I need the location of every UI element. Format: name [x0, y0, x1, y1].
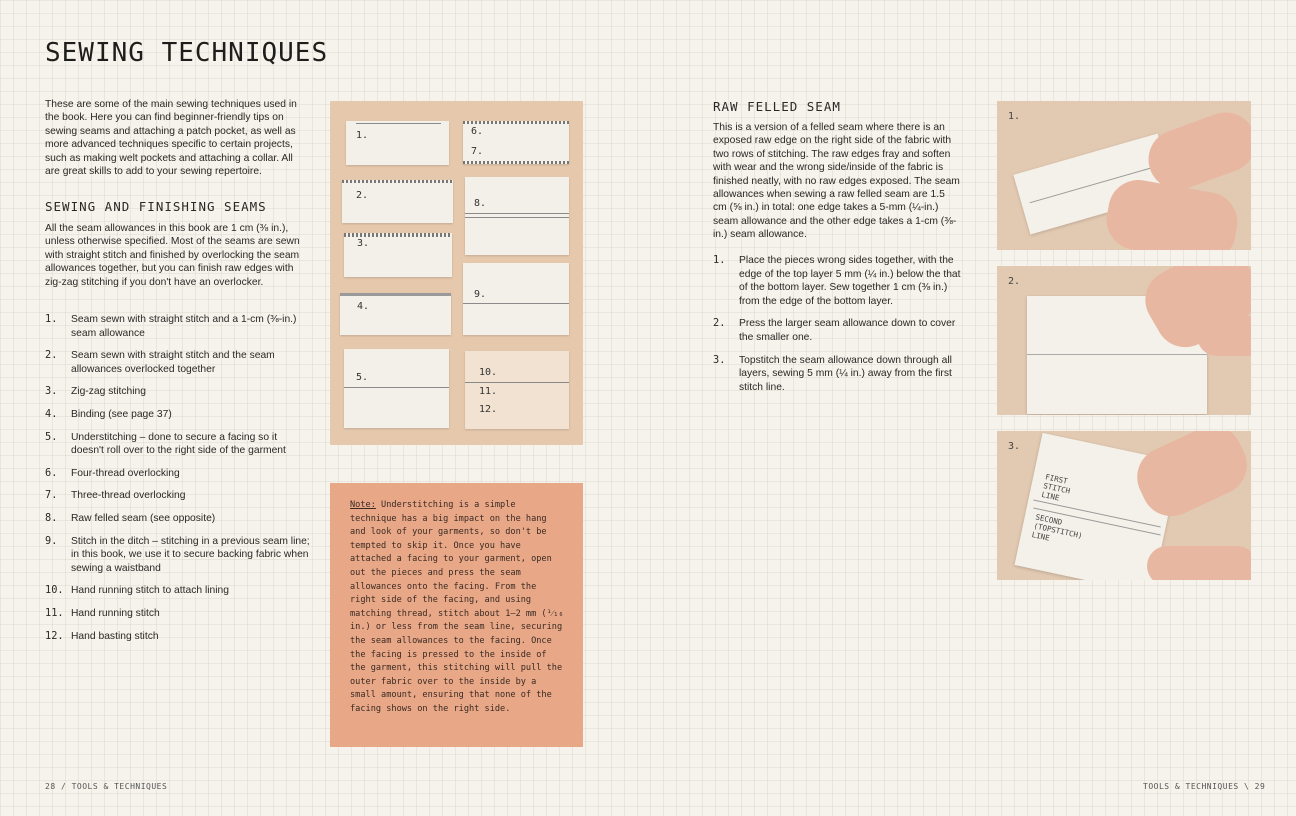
zigzag-edge [344, 233, 452, 237]
step-photo-3 [997, 431, 1251, 580]
list-item-text: Binding (see page 37) [71, 408, 172, 420]
swatch-label: 5. [356, 372, 369, 383]
section-heading: SEWING AND FINISHING SEAMS [45, 199, 267, 214]
list-item-text: Seam sewn with straight stitch and a 1-cm (⅜-in.) seam allowance [71, 314, 297, 339]
list-item [45, 385, 310, 399]
list-item [45, 313, 310, 340]
left-footer: 28 / TOOLS & TECHNIQUES [45, 782, 168, 791]
list-item [45, 408, 310, 422]
list-item-number: 12. [45, 629, 64, 642]
swatch-4 [340, 293, 451, 335]
list-item [45, 584, 310, 598]
seam-samples-photo [330, 101, 583, 445]
intro-paragraph: These are some of the main sewing techniques used in the book. Here you can find beginner-friendly tips on sewing seams and attaching a patch pocket, as well as more advanced techniques specific to certain projects, such as making welt pockets and attaching a collar. All are great skills to add to your sewing repertoire. [45, 99, 297, 178]
swatch-9 [463, 263, 569, 335]
list-item [45, 512, 310, 526]
stitch-line [465, 217, 569, 218]
list-item-text: Raw felled seam (see opposite) [71, 512, 216, 524]
list-item-number: 2. [45, 349, 58, 362]
list-item-number: 3. [45, 385, 58, 398]
swatch-3 [344, 233, 452, 277]
list-item-number: 4. [45, 407, 58, 420]
swatch-label: 4. [357, 301, 370, 312]
list-item-number: 7. [45, 489, 58, 502]
note-label: Note: [350, 500, 376, 510]
swatch-label: 1. [356, 130, 369, 141]
list-item-number: 6. [45, 466, 58, 479]
overlock-edge [463, 161, 569, 164]
swatch-label: 8. [474, 198, 487, 209]
swatch-label: 12. [479, 404, 498, 415]
list-item-number: 8. [45, 511, 58, 524]
swatch-8 [465, 177, 569, 255]
note-text [350, 499, 564, 717]
list-item-text: Stitch in the ditch – stitching in a previous seam line; in this book, we use it to secure backing fabric when sewing a waistband [71, 535, 310, 574]
step-number: 2. [713, 317, 726, 330]
raw-felled-heading: RAW FELLED SEAM [713, 99, 841, 114]
list-item [45, 489, 310, 503]
step-item [713, 317, 963, 344]
step-photo-2 [997, 266, 1251, 415]
list-item [45, 431, 310, 458]
swatch-10-12 [465, 351, 569, 429]
step-text: Topstitch the seam allowance down through all layers, sewing 5 mm (¼ in.) away from the first stitch line. [739, 354, 952, 393]
stitch-line [465, 382, 569, 383]
list-item [45, 349, 310, 376]
binding-edge [340, 293, 451, 296]
list-item-text: Hand running stitch [71, 607, 160, 619]
overlock-edge [342, 180, 453, 183]
swatch-label: 2. [356, 190, 369, 201]
swatch-label: 10. [479, 367, 498, 378]
list-item-text: Hand basting stitch [71, 630, 159, 642]
list-item-number: 9. [45, 534, 58, 547]
stitch-line [463, 303, 569, 304]
stitch-line [344, 387, 449, 388]
list-item [45, 535, 310, 576]
step-photo-label: 3. [1008, 441, 1021, 452]
steps-list [713, 254, 963, 394]
step-item [713, 354, 963, 395]
swatch-6-7 [463, 121, 569, 164]
note-body: Understitching is a simple technique has a big impact on the hang and look of your garments, so don't be tempted to skip it. Once you have attached a facing to your garment, open out the pieces and press the seam allowances onto the facing. From the right side of the facing, and using matching thread, stitch about 1–2 mm (¹⁄₁₆ in.) or less from the seam line, securing the seam allowances to the facing. Once the facing is pressed to the inside of the garment, this stitching will pull the outer fabric over to the inside by a small amount, ensuring that none of the facing shows on the right side. [350, 500, 564, 714]
list-item-text: Hand running stitch to attach lining [71, 585, 229, 597]
overlock-edge [463, 121, 569, 124]
second-stitch-annotation: SECOND (TOPSTITCH) LINE [1030, 512, 1084, 543]
step-photo-1 [997, 101, 1251, 250]
swatch-label: 7. [471, 146, 484, 157]
step-photo-label: 1. [1008, 111, 1021, 122]
list-item [45, 630, 310, 644]
step-number: 1. [713, 254, 726, 266]
first-stitch-annotation: FIRST STITCH LINE [1040, 472, 1071, 503]
technique-list [45, 313, 310, 643]
swatch-label: 3. [357, 238, 370, 249]
right-footer: TOOLS & TECHNIQUES \ 29 [1143, 782, 1266, 791]
understitching-note [330, 483, 583, 747]
list-item-text: Zig-zag stitching [71, 386, 146, 398]
swatch-1 [346, 121, 449, 165]
hand [1102, 175, 1242, 250]
list-item-text: Four-thread overlocking [71, 467, 180, 479]
stitch-line [356, 123, 441, 124]
list-item-text: Seam sewn with straight stitch and the seam allowances overlocked together [71, 350, 275, 375]
step-text: Press the larger seam allowance down to cover the smaller one. [739, 318, 956, 343]
list-item-number: 1. [45, 313, 58, 325]
hand [1197, 316, 1251, 356]
step-text: Place the pieces wrong sides together, with the edge of the top layer 5 mm (¼ in.) below the that of the bottom layer. Sew together 1 cm (⅜ in.) from the edge of the bottom layer. [739, 255, 961, 307]
swatch-5 [344, 349, 449, 428]
list-item-number: 5. [45, 430, 58, 443]
list-item [45, 607, 310, 621]
swatch-label: 6. [471, 126, 484, 137]
list-item-number: 10. [45, 584, 64, 597]
swatch-label: 11. [479, 386, 498, 397]
list-item [45, 467, 310, 481]
list-item-text: Understitching – done to secure a facing so it doesn't roll over to the right side of the garment [71, 431, 286, 457]
stitch-line [465, 213, 569, 214]
list-item-text: Three-thread overlocking [71, 490, 186, 502]
list-item-number: 11. [45, 606, 64, 619]
stitch-line [1027, 354, 1207, 355]
hand [1147, 546, 1251, 580]
step-item [713, 254, 963, 308]
page-title: SEWING TECHNIQUES [45, 38, 329, 68]
step-photo-label: 2. [1008, 276, 1021, 287]
section-paragraph: All the seam allowances in this book are 1 cm (⅜ in.), unless otherwise specified. Most of the seams are sewn with straight stitch and finished by overlocking the seam allowances together, but you can finish raw edges with zig-zag stitching if you don't have an overlocker. [45, 223, 300, 288]
step-number: 3. [713, 353, 726, 366]
swatch-label: 9. [474, 289, 487, 300]
raw-felled-intro: This is a version of a felled seam where there is an exposed raw edge on the right side of the fabric with two rows of stitching. The raw edges fray and soften with wear and the wrong side/inside of the fabric is finished neatly, with no raw edges exposed. The seam allowances when sewing a raw felled seam are 1.5 cm (⅝ in.) in total: one edge takes a 5-mm (¼-in.) seam allowance and the other edge takes a 1-cm (⅜-in.) seam allowance. [713, 122, 960, 241]
swatch-2 [342, 180, 453, 223]
